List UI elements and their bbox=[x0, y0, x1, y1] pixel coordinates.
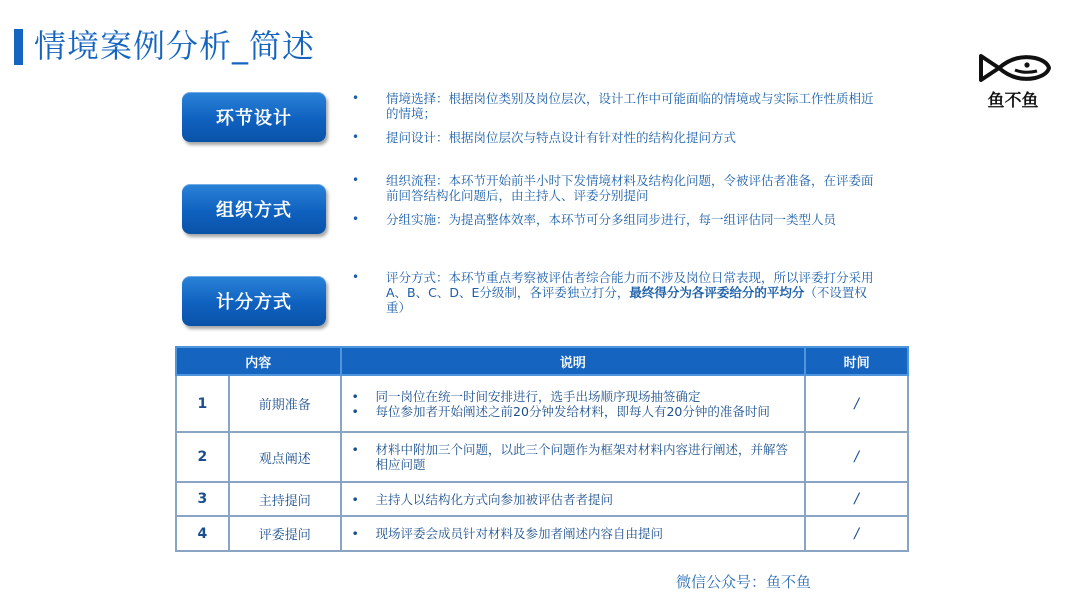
list-item: • 提问设计：根据岗位层次与特点设计有针对性的结构化提问方式 bbox=[352, 130, 737, 145]
highlight-text: 最终得分为各评委给分的平均分 bbox=[629, 285, 805, 300]
bullet-icon: • bbox=[351, 403, 359, 419]
bullet-icon: • bbox=[352, 173, 360, 187]
row-description: • 现场评委会成员针对材料及参加者阐述内容自由提问 bbox=[341, 516, 806, 551]
row-name: 主持提问 bbox=[229, 482, 341, 516]
bullet-icon: • bbox=[351, 442, 359, 457]
header-description: 说明 bbox=[341, 347, 806, 375]
row-number: 2 bbox=[176, 432, 229, 482]
bullet-icon: • bbox=[351, 526, 359, 541]
bullet-icon: • bbox=[352, 91, 360, 105]
table-row bbox=[176, 432, 908, 482]
bullet-icon: • bbox=[352, 270, 360, 284]
footer-wechat-account: 微信公众号：鱼不鱼 bbox=[676, 573, 812, 591]
row-number: 1 bbox=[176, 375, 229, 432]
section-bullets-scoring bbox=[352, 270, 882, 324]
section-bullets-organization bbox=[352, 173, 882, 236]
header-time: 时间 bbox=[805, 347, 908, 375]
section-button-design[interactable]: 环节设计 bbox=[182, 92, 326, 142]
page-title: 情境案例分析_简述 bbox=[34, 27, 316, 65]
bullet-icon: • bbox=[351, 491, 359, 507]
row-name: 前期准备 bbox=[229, 375, 341, 432]
header-content: 内容 bbox=[176, 347, 341, 375]
row-time: / bbox=[805, 482, 908, 516]
row-description: • 材料中附加三个问题，以此三个问题作为框架对材料内容进行阐述，并解答相应问题 bbox=[341, 432, 806, 482]
bullet-icon: • bbox=[351, 388, 359, 404]
row-name: 评委提问 bbox=[229, 516, 341, 551]
table-row bbox=[176, 516, 908, 551]
table-row bbox=[176, 482, 908, 516]
process-table bbox=[175, 346, 909, 552]
list-item: • 组织流程：本环节开始前半小时下发情境材料及结构化问题，令被评估者准备，在评委面前回答结构化问题后，由主持人、评委分别提问 bbox=[352, 173, 874, 203]
table-row bbox=[176, 375, 908, 432]
bullet-icon: • bbox=[352, 130, 360, 144]
row-description: • 主持人以结构化方式向参加被评估者者提问 bbox=[341, 482, 806, 516]
section-bullets-design bbox=[352, 91, 882, 154]
row-number: 3 bbox=[176, 482, 229, 516]
logo-text: 鱼不鱼 bbox=[987, 91, 1039, 111]
section-button-scoring[interactable]: 计分方式 bbox=[182, 276, 326, 326]
bullet-icon: • bbox=[352, 212, 360, 226]
list-item: • 分组实施：为提高整体效率，本环节可分多组同步进行，每一组评估同一类型人员 bbox=[352, 212, 837, 227]
list-item: • 情境选择：根据岗位类别及岗位层次，设计工作中可能面临的情境或与实际工作性质相近的情境； bbox=[352, 91, 874, 121]
row-number: 4 bbox=[176, 516, 229, 551]
title-accent-bar bbox=[14, 29, 23, 65]
row-time: / bbox=[805, 375, 908, 432]
row-description: • 同一岗位在统一时间安排进行，选手出场顺序现场抽签确定 • 每位参加者开始阐述之前20分钟发给材料，即每人有20分钟的准备时间 bbox=[341, 375, 806, 432]
row-name: 观点阐述 bbox=[229, 432, 341, 482]
list-item: • 评分方式：本环节重点考察被评估者综合能力而不涉及岗位日常表现，所以评委打分采用A、B、C、D、E分级制，各评委独立打分，最终得分为各评委给分的平均分（不设置权重） bbox=[352, 270, 874, 315]
row-time: / bbox=[805, 516, 908, 551]
table-header-row bbox=[176, 347, 908, 375]
section-button-organization[interactable]: 组织方式 bbox=[182, 184, 326, 234]
row-time: / bbox=[805, 432, 908, 482]
